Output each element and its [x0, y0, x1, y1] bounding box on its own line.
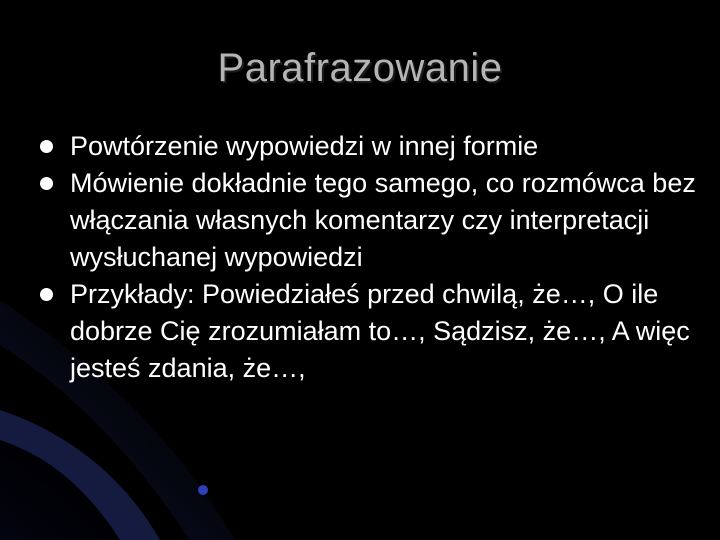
bullet-dot-icon [40, 177, 53, 190]
bullet-dot-icon [40, 140, 53, 153]
bullet-list [40, 128, 700, 387]
bullet-item-definition [40, 165, 700, 276]
bullet-text: Mówienie dokładnie tego samego, co rozmówca bez włączania własnych komentarzy czy interpretacji wysłuchanej wypowiedzi [70, 168, 696, 272]
bullet-dot-icon [40, 288, 53, 301]
bullet-text: Powtórzenie wypowiedzi w innej formie [70, 131, 539, 161]
slide-title: Parafrazowanie [217, 46, 503, 90]
bullet-text: Przykłady: Powiedziałeś przed chwilą, że…, O ile dobrze Cię zrozumiałam to…, Sądzisz, że…, A więc jesteś zdania, że…, [70, 279, 690, 383]
bullet-item-rephrasing [40, 128, 700, 165]
bullet-item-examples [40, 276, 700, 387]
